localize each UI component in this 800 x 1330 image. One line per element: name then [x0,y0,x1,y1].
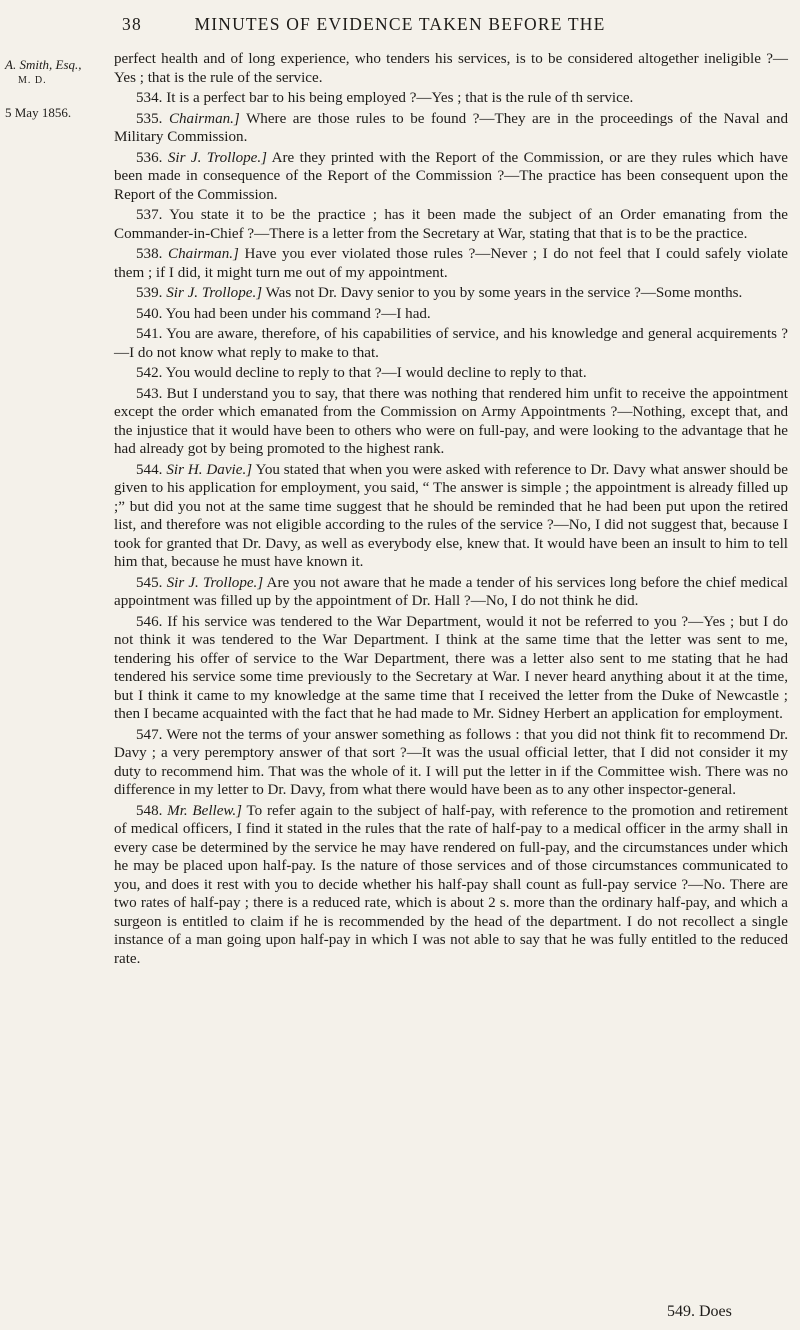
question-paragraph [114,613,788,724]
question-number: 547. [136,726,163,743]
question-text: Where are those rules to be found ?—They are in the proceedings of the Naval and Military Commission. [114,110,788,145]
question-number: 544. [136,461,163,478]
witness-degree: M. D. [18,75,47,86]
speaker-name: Chairman.] [168,246,239,262]
speaker-name: Sir J. Trollope.] [166,574,264,591]
speaker-name: Sir J. Trollope.] [166,285,263,301]
margin-note-date: 5 May 1856. [5,105,72,120]
question-text: Are they printed with the Report of the Commission, or are they rules which have been made in consequence of the Report of the Commission ?—The practice has been consequent upon the Report of the Commission. [114,149,788,203]
margin-note-witness [5,57,85,89]
question-text: Are you not aware that he made a tender of his services long before the chief medical appointment was filled up by the appointment of Dr. Hall ?—No, I do not think he did. [114,574,788,609]
question-paragraph [114,461,788,572]
question-text: It is a perfect bar to his being employed ?—Yes ; that is the rule of th service. [166,90,634,106]
question-paragraph [114,284,788,303]
speaker-name: Chairman.] [168,110,240,127]
question-number: 541. [136,326,163,342]
question-text: You would decline to reply to that ?—I would decline to reply to that. [165,365,587,381]
question-paragraph [114,574,788,611]
question-number: 546. [136,613,163,630]
question-text: But I understand you to say, that there was nothing that rendered him unfit to receive the appointment except the order which emanated from the Commission on Army Appointments ?—Nothing, except that, and the injustice that it would have been to others who were on full-pay, and were looking to the advantage that he had already got by being promoted to the highest rank. [114,385,788,457]
question-text: You are aware, therefore, of his capabilities of service, and his knowledge and general acquirements ?—I do not know what reply to make to that. [114,326,788,361]
running-title: MINUTES OF EVIDENCE TAKEN BEFORE THE [194,14,606,34]
witness-name: A. Smith, Esq., [5,57,82,72]
question-number: 542. [136,365,163,381]
question-paragraph [114,50,788,87]
question-number: 535. [136,110,163,127]
question-paragraph [114,245,788,282]
question-paragraph [114,305,788,324]
evidence-text [114,50,788,970]
question-number: 540. [136,305,163,322]
speaker-name: Sir H. Davie.] [166,461,253,478]
page-header [0,14,800,35]
question-number: 534. [136,90,163,106]
question-number: 545. [136,574,163,591]
question-text: Were not the terms of your answer something as follows : that you did not think fit to recommend Dr. Davy ; a very peremptory answer of that sort ?—It was the usual official letter, that I did not consider it my duty to recommend him. That was the whole of it. I will put the letter in if the Committee wish. There was no difference in my letter to Dr. Davy, from what there would have been as to any other inspector-general. [114,726,788,798]
question-paragraph [114,149,788,205]
question-text: If his service was tendered to the War Department, would it not be referred to you ?—Yes ; but I do not think it was tendered to the War Department. I think at the same time that the letter was sent to me, tendering his offer of service to the War Department, there was a letter also sent to me stating that he had tendered his service some time previously to the Secretary at War. I never heard anything about it at the time, but I think it came to my knowledge at the same time that I received the letter from the Duke of Newcastle ; then I became acquainted with the fact that he had made to Mr. Sidney Herbert an application for employment. [114,613,788,722]
question-number: 543. [136,385,163,402]
question-number: 537. [136,207,163,223]
question-number: 538. [136,246,163,262]
question-paragraph [114,802,788,969]
question-paragraph [114,364,788,383]
question-text: You stated that when you were asked with reference to Dr. Davy what answer should be given to his application for employment, you said, “ The answer is simple ; the appointment is already filled up ;” but did you not at the same time suggest that he should be reminded that he had been put upon the retired list, and therefore was not eligible according to the rules of the service ?—No, I did not suggest that, because I took for granted that Dr. Davy, as well as everybody else, knew that. It would have been an insult to him to tell him that, because he must have known it. [114,461,789,570]
question-paragraph [114,89,788,108]
question-text: perfect health and of long experience, who tenders his services, is to be considered altogether ineligible ?— Yes ; that is the rule of the service. [114,51,788,86]
question-paragraph [114,325,788,362]
question-text: Have you ever violated those rules ?—Never ; I do not feel that I could safely violate them ; if I did, it might turn me out of my appointment. [114,246,788,281]
question-number: 539. [136,285,163,301]
question-text: Was not Dr. Davy senior to you by some years in the service ?—Some months. [265,285,743,301]
page-number: 38 [122,14,142,34]
speaker-name: Mr. Bellew.] [167,802,243,819]
question-paragraph [114,110,788,147]
speaker-name: Sir J. Trollope.] [167,149,268,166]
question-text: To refer again to the subject of half-pay, with reference to the promotion and retirement of medical officers, I find it stated in the rules that the rate of half-pay to a medical officer in the army shall in every case be determined by the service he may have rendered on full-pay, and the circumstances under which he may be placed upon half-pay. Is the nature of those services and of those circumstances communicated to you, and does it rest with you to decide whether his half-pay shall count as full-pay service ?—No. There are two rates of half-pay ; there is a reduced rate, which is about 2 s. more than the ordinary half-pay, and which a surgeon is entitled to claim if he is recommended by the head of the department. I do not recollect a single instance of a man going upon half-pay in which I was not able to say that he was fully entitled to the reduced rate. [114,802,788,967]
question-paragraph [114,206,788,243]
question-text: You had been under his command ?—I had. [165,305,431,322]
catchword: 549. Does [667,1303,732,1320]
question-paragraph [114,726,788,800]
question-number: 536. [136,149,163,166]
question-text: You state it to be the practice ; has it been made the subject of an Order emanating from the Commander-in-Chief ?—There is a letter from the Secretary at War, stating that that is to be the practice. [114,207,788,242]
question-paragraph [114,385,788,459]
question-number: 548. [136,802,163,819]
